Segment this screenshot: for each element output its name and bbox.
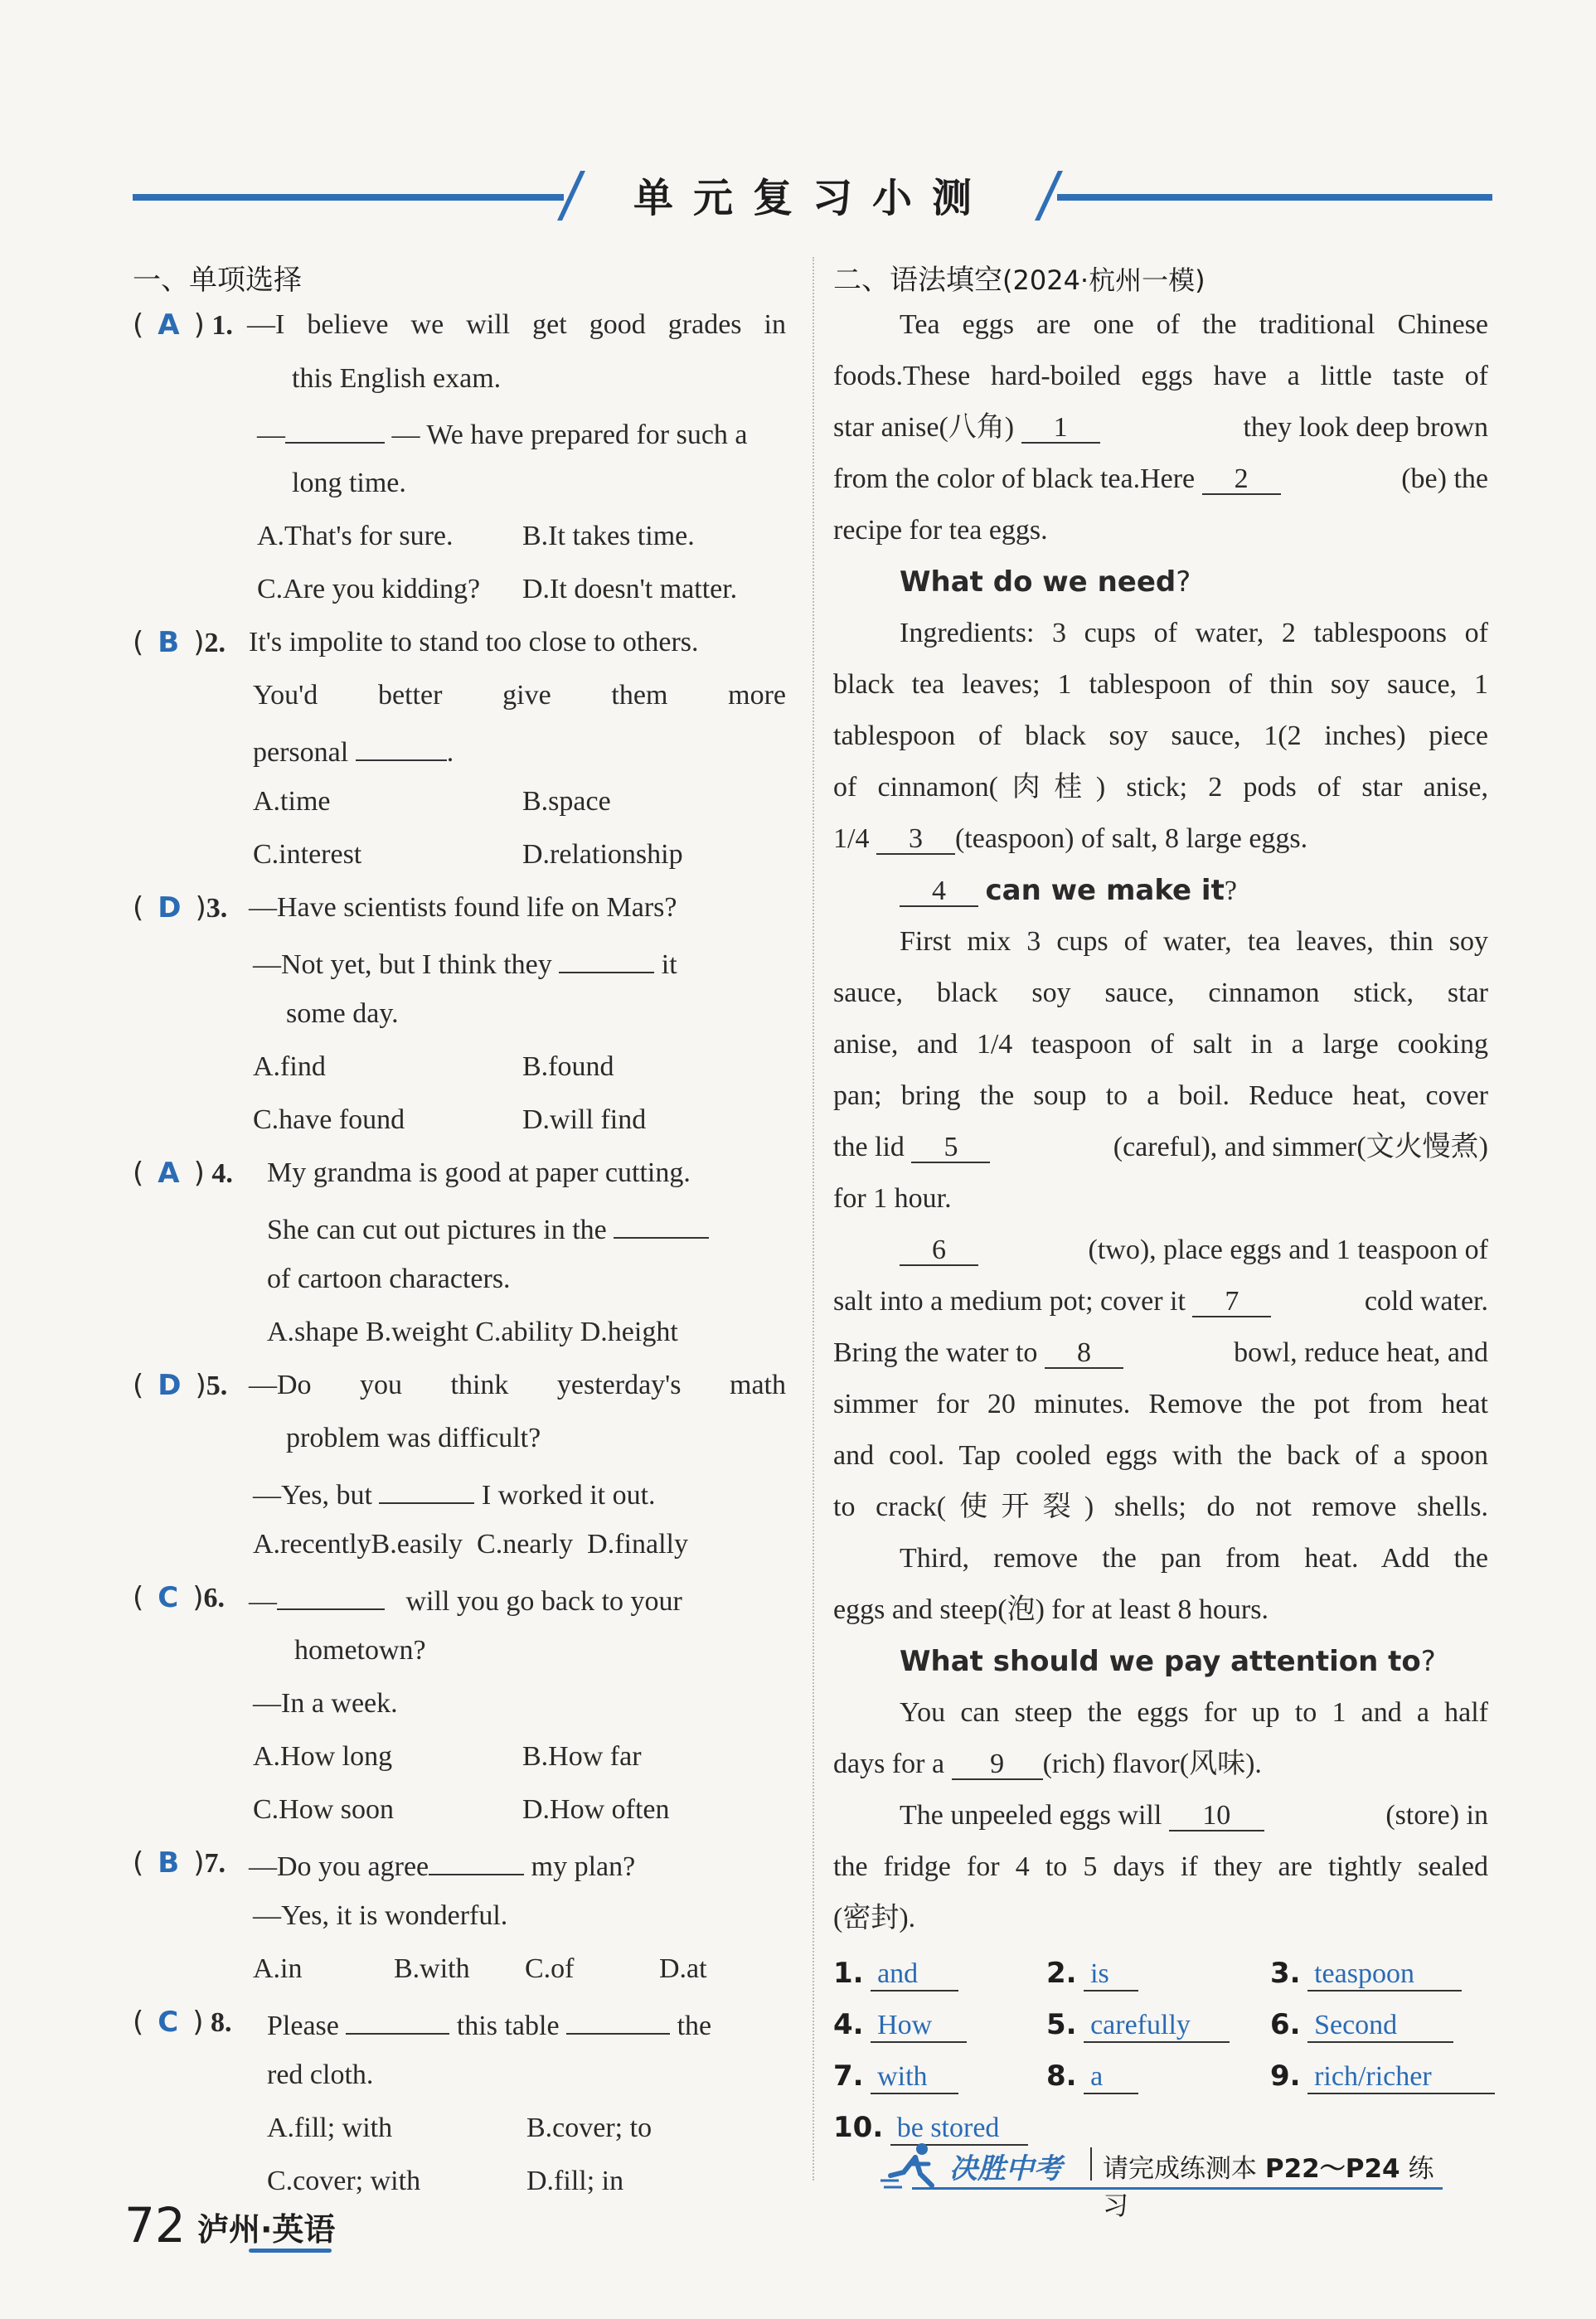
q1-line-1: —I believe we will get good grades in: [247, 309, 786, 340]
q6-line-1: — will you go back to your: [249, 1584, 786, 1616]
blank-9: 9: [952, 1750, 1043, 1780]
question-6: ( C )6.: [133, 1581, 225, 1614]
q5-line-3: —Yes, but I worked it out.: [253, 1477, 656, 1510]
q3-option-a: A.find: [253, 1051, 326, 1082]
answer-4: A: [158, 1157, 180, 1190]
passage-line-5: recipe for tea eggs.: [833, 515, 1048, 546]
promo-text: 请完成练测本 P22～P24 练习: [1103, 2154, 1434, 2221]
subheading-what-do-we-need: What do we need?: [900, 565, 1191, 599]
q1-line-2: this English exam.: [292, 363, 502, 394]
answer-2: B: [158, 626, 180, 659]
q2-line-2: You'd better give them more: [253, 680, 786, 711]
answer-5: D: [158, 1369, 182, 1402]
q6-line-2: hometown?: [294, 1635, 426, 1666]
q3-option-b: B.found: [522, 1051, 614, 1082]
q5-line-1: —Do you think yesterday's math: [249, 1370, 786, 1400]
passage-line-18: salt into a medium pot; cover it 7 cold water.: [833, 1286, 1488, 1317]
q7-option-b: B.with: [394, 1953, 470, 1984]
subheading-pay-attention: What should we pay attention to?: [900, 1645, 1436, 1678]
answer-1: A: [158, 308, 180, 342]
passage-line-3: star anise(八角) 1 they look deep brown: [833, 412, 1488, 443]
question-3: ( D )3.: [133, 891, 228, 924]
q8-option-a: A.fill; with: [267, 2113, 393, 2143]
q4-line-1: My grandma is good at paper cutting.: [267, 1157, 691, 1188]
promo-underline: [912, 2187, 1443, 2190]
q2-option-d: D.relationship: [522, 839, 683, 870]
q1-line-4: long time.: [292, 468, 406, 498]
key-7: 7. with: [833, 2059, 958, 2094]
q1-line-3: — — We have prepared for such a: [257, 417, 786, 449]
key-9: 9. rich/richer: [1270, 2059, 1495, 2094]
q4-options: [267, 1318, 678, 1346]
q4-option-c: C.ability: [475, 1317, 574, 1347]
passage-line-19: Bring the water to 8 bowl, reduce heat, and: [833, 1337, 1488, 1368]
passage-line-14: pan; bring the soup to a boil. Reduce heat, cover: [833, 1080, 1488, 1111]
q1-option-a: A.That's for sure.: [257, 521, 454, 551]
key-10: 10. be stored: [833, 2111, 1028, 2146]
q1-option-b: B.It takes time.: [522, 521, 695, 551]
q8-option-c: C.cover; with: [267, 2166, 421, 2196]
q3-line-3: some day.: [286, 998, 399, 1029]
header-rule-right: [1057, 194, 1492, 201]
subheading-how-can-we-make-it: 4 can we make it?: [900, 876, 1237, 907]
practice-reminder-banner: [879, 2139, 1459, 2221]
q3-line-1: —Have scientists found life on Mars?: [249, 892, 677, 923]
page-title: 单元复习小测: [633, 175, 992, 221]
q5-options: [253, 1531, 688, 1559]
blank-5: 5: [911, 1133, 990, 1163]
q5-option-c: C.nearly: [477, 1529, 574, 1560]
question-7: ( B )7.: [133, 1846, 226, 1880]
passage-line-4: from the color of black tea.Here 2 (be) the: [833, 463, 1488, 494]
passage-line-11: First mix 3 cups of water, tea leaves, thin soy: [900, 926, 1488, 957]
section-title-multiple-choice: 一、单项选择: [133, 264, 302, 297]
q6-line-3: —In a week.: [253, 1688, 398, 1719]
q1-option-c: C.Are you kidding?: [257, 574, 481, 604]
q8-option-b: B.cover; to: [526, 2113, 652, 2143]
q3-option-c: C.have found: [253, 1104, 405, 1135]
q8-option-d: D.fill; in: [526, 2166, 624, 2196]
passage-line-27: The unpeeled eggs will 10 (store) in: [900, 1800, 1488, 1831]
key-8: 8. a: [1046, 2059, 1138, 2094]
q6-option-c: C.How soon: [253, 1794, 395, 1825]
blank-1: 1: [1021, 414, 1100, 444]
passage-line-7: black tea leaves; 1 tablespoon of thin soy sauce, 1: [833, 669, 1488, 700]
key-2: 2. is: [1046, 1957, 1138, 1992]
key-5: 5. carefully: [1046, 2008, 1230, 2043]
blank-6: 6: [900, 1236, 978, 1266]
promo-brand: 决胜中考: [949, 2152, 1062, 2186]
q8-line-1: Please this table the: [267, 2008, 786, 2040]
q1-option-d: D.It doesn't matter.: [522, 574, 738, 604]
question-5: ( D )5.: [133, 1369, 228, 1402]
passage-line-20: simmer for 20 minutes. Remove the pot from heat: [833, 1389, 1488, 1419]
q5-option-b: B.easily: [371, 1529, 463, 1560]
q8-line-2: red cloth.: [267, 2059, 374, 2090]
question-2: ( B )2.: [133, 626, 226, 659]
q6-option-a: A.How long: [253, 1741, 393, 1772]
section-title-grammar-fill: 二、语法填空(2024·杭州一模): [833, 264, 1205, 297]
passage-line-28: the fridge for 4 to 5 days if they are tightly sealed: [833, 1851, 1488, 1882]
blank-10: 10: [1169, 1802, 1264, 1831]
q7-option-d: D.at: [659, 1953, 707, 1984]
q5-option-d: D.finally: [587, 1529, 688, 1560]
answer-7: B: [158, 1846, 180, 1880]
answer-3: D: [158, 891, 182, 924]
blank-8: 8: [1045, 1339, 1123, 1369]
q3-line-2: —Not yet, but I think they it: [253, 947, 786, 979]
question-8: ( C ) 8.: [133, 2006, 232, 2039]
passage-line-26: days for a 9 (rich) flavor(风味).: [833, 1749, 1262, 1779]
key-4: 4. How: [833, 2008, 967, 2043]
passage-line-25: You can steep the eggs for up to 1 and a half: [900, 1697, 1488, 1728]
question-4: ( A ) 4.: [133, 1157, 233, 1190]
q3-option-d: D.will find: [522, 1104, 647, 1135]
promo-separator: [1090, 2147, 1092, 2181]
page-number: 72: [124, 2197, 186, 2254]
q7-option-a: A.in: [253, 1953, 303, 1984]
q2-line-3: personal .: [253, 735, 454, 767]
q4-option-d: D.height: [580, 1317, 678, 1347]
passage-line-21: and cool. Tap cooled eggs with the back of a spoon: [833, 1440, 1488, 1471]
passage-line-16: for 1 hour.: [833, 1183, 952, 1214]
q7-line-2: —Yes, it is wonderful.: [253, 1900, 508, 1931]
blank-7: 7: [1192, 1288, 1271, 1317]
footer-accent-line: [249, 2249, 332, 2253]
passage-line-29: (密封).: [833, 1903, 916, 1933]
q5-line-2: problem was difficult?: [286, 1423, 541, 1453]
passage-line-22: to crack(使开裂) shells; do not remove shells.: [833, 1492, 1488, 1522]
blank-4: 4: [900, 877, 978, 907]
q4-line-2: She can cut out pictures in the: [267, 1212, 709, 1244]
passage-line-10: 1/4 3 (teaspoon) of salt, 8 large eggs.: [833, 823, 1308, 854]
passage-line-24: eggs and steep(泡) for at least 8 hours.: [833, 1594, 1269, 1625]
q7-option-c: C.of: [525, 1953, 575, 1984]
q4-line-3: of cartoon characters.: [267, 1264, 511, 1294]
q6-option-d: D.How often: [522, 1794, 670, 1825]
q4-option-b: B.weight: [365, 1317, 468, 1347]
q2-option-b: B.space: [522, 786, 611, 817]
passage-line-6: Ingredients: 3 cups of water, 2 tablespoons of: [900, 618, 1488, 648]
passage-line-1: Tea eggs are one of the traditional Chinese: [900, 309, 1488, 340]
passage-line-8: tablespoon of black soy sauce, 1(2 inches) piece: [833, 720, 1488, 751]
key-1: 1. and: [833, 1957, 958, 1992]
passage-line-2: foods.These hard-boiled eggs have a little taste of: [833, 361, 1488, 391]
q5-option-a: A.recently: [253, 1529, 371, 1560]
blank-3: 3: [876, 825, 955, 855]
passage-line-15: the lid 5 (careful), and simmer(文火慢煮): [833, 1132, 1488, 1162]
key-3: 3. teaspoon: [1270, 1957, 1462, 1992]
header-rule-left: [133, 194, 564, 201]
passage-line-9: of cinnamon(肉桂) stick; 2 pods of star anise,: [833, 772, 1488, 803]
q2-option-a: A.time: [253, 786, 331, 817]
question-1: ( A ) 1.: [133, 308, 233, 342]
passage-line-13: anise, and 1/4 teaspoon of salt in a large cooking: [833, 1029, 1488, 1060]
answer-6: C: [158, 1581, 179, 1614]
column-divider: [813, 257, 814, 2181]
passage-line-17: 6 (two), place eggs and 1 teaspoon of: [900, 1236, 1488, 1266]
q2-line-1: It's impolite to stand too close to others.: [249, 627, 699, 657]
key-6: 6. Second: [1270, 2008, 1453, 2043]
answer-8: C: [158, 2006, 179, 2039]
q2-option-c: C.interest: [253, 839, 362, 870]
q6-option-b: B.How far: [522, 1741, 642, 1772]
q7-line-1: —Do you agree my plan?: [249, 1849, 635, 1881]
passage-line-23: Third, remove the pan from heat. Add the: [900, 1543, 1488, 1574]
passage-line-12: sauce, black soy sauce, cinnamon stick, star: [833, 978, 1488, 1008]
blank-2: 2: [1202, 465, 1281, 495]
book-region-label: 泸州·英语: [197, 2211, 336, 2248]
q4-option-a: A.shape: [267, 1317, 359, 1347]
